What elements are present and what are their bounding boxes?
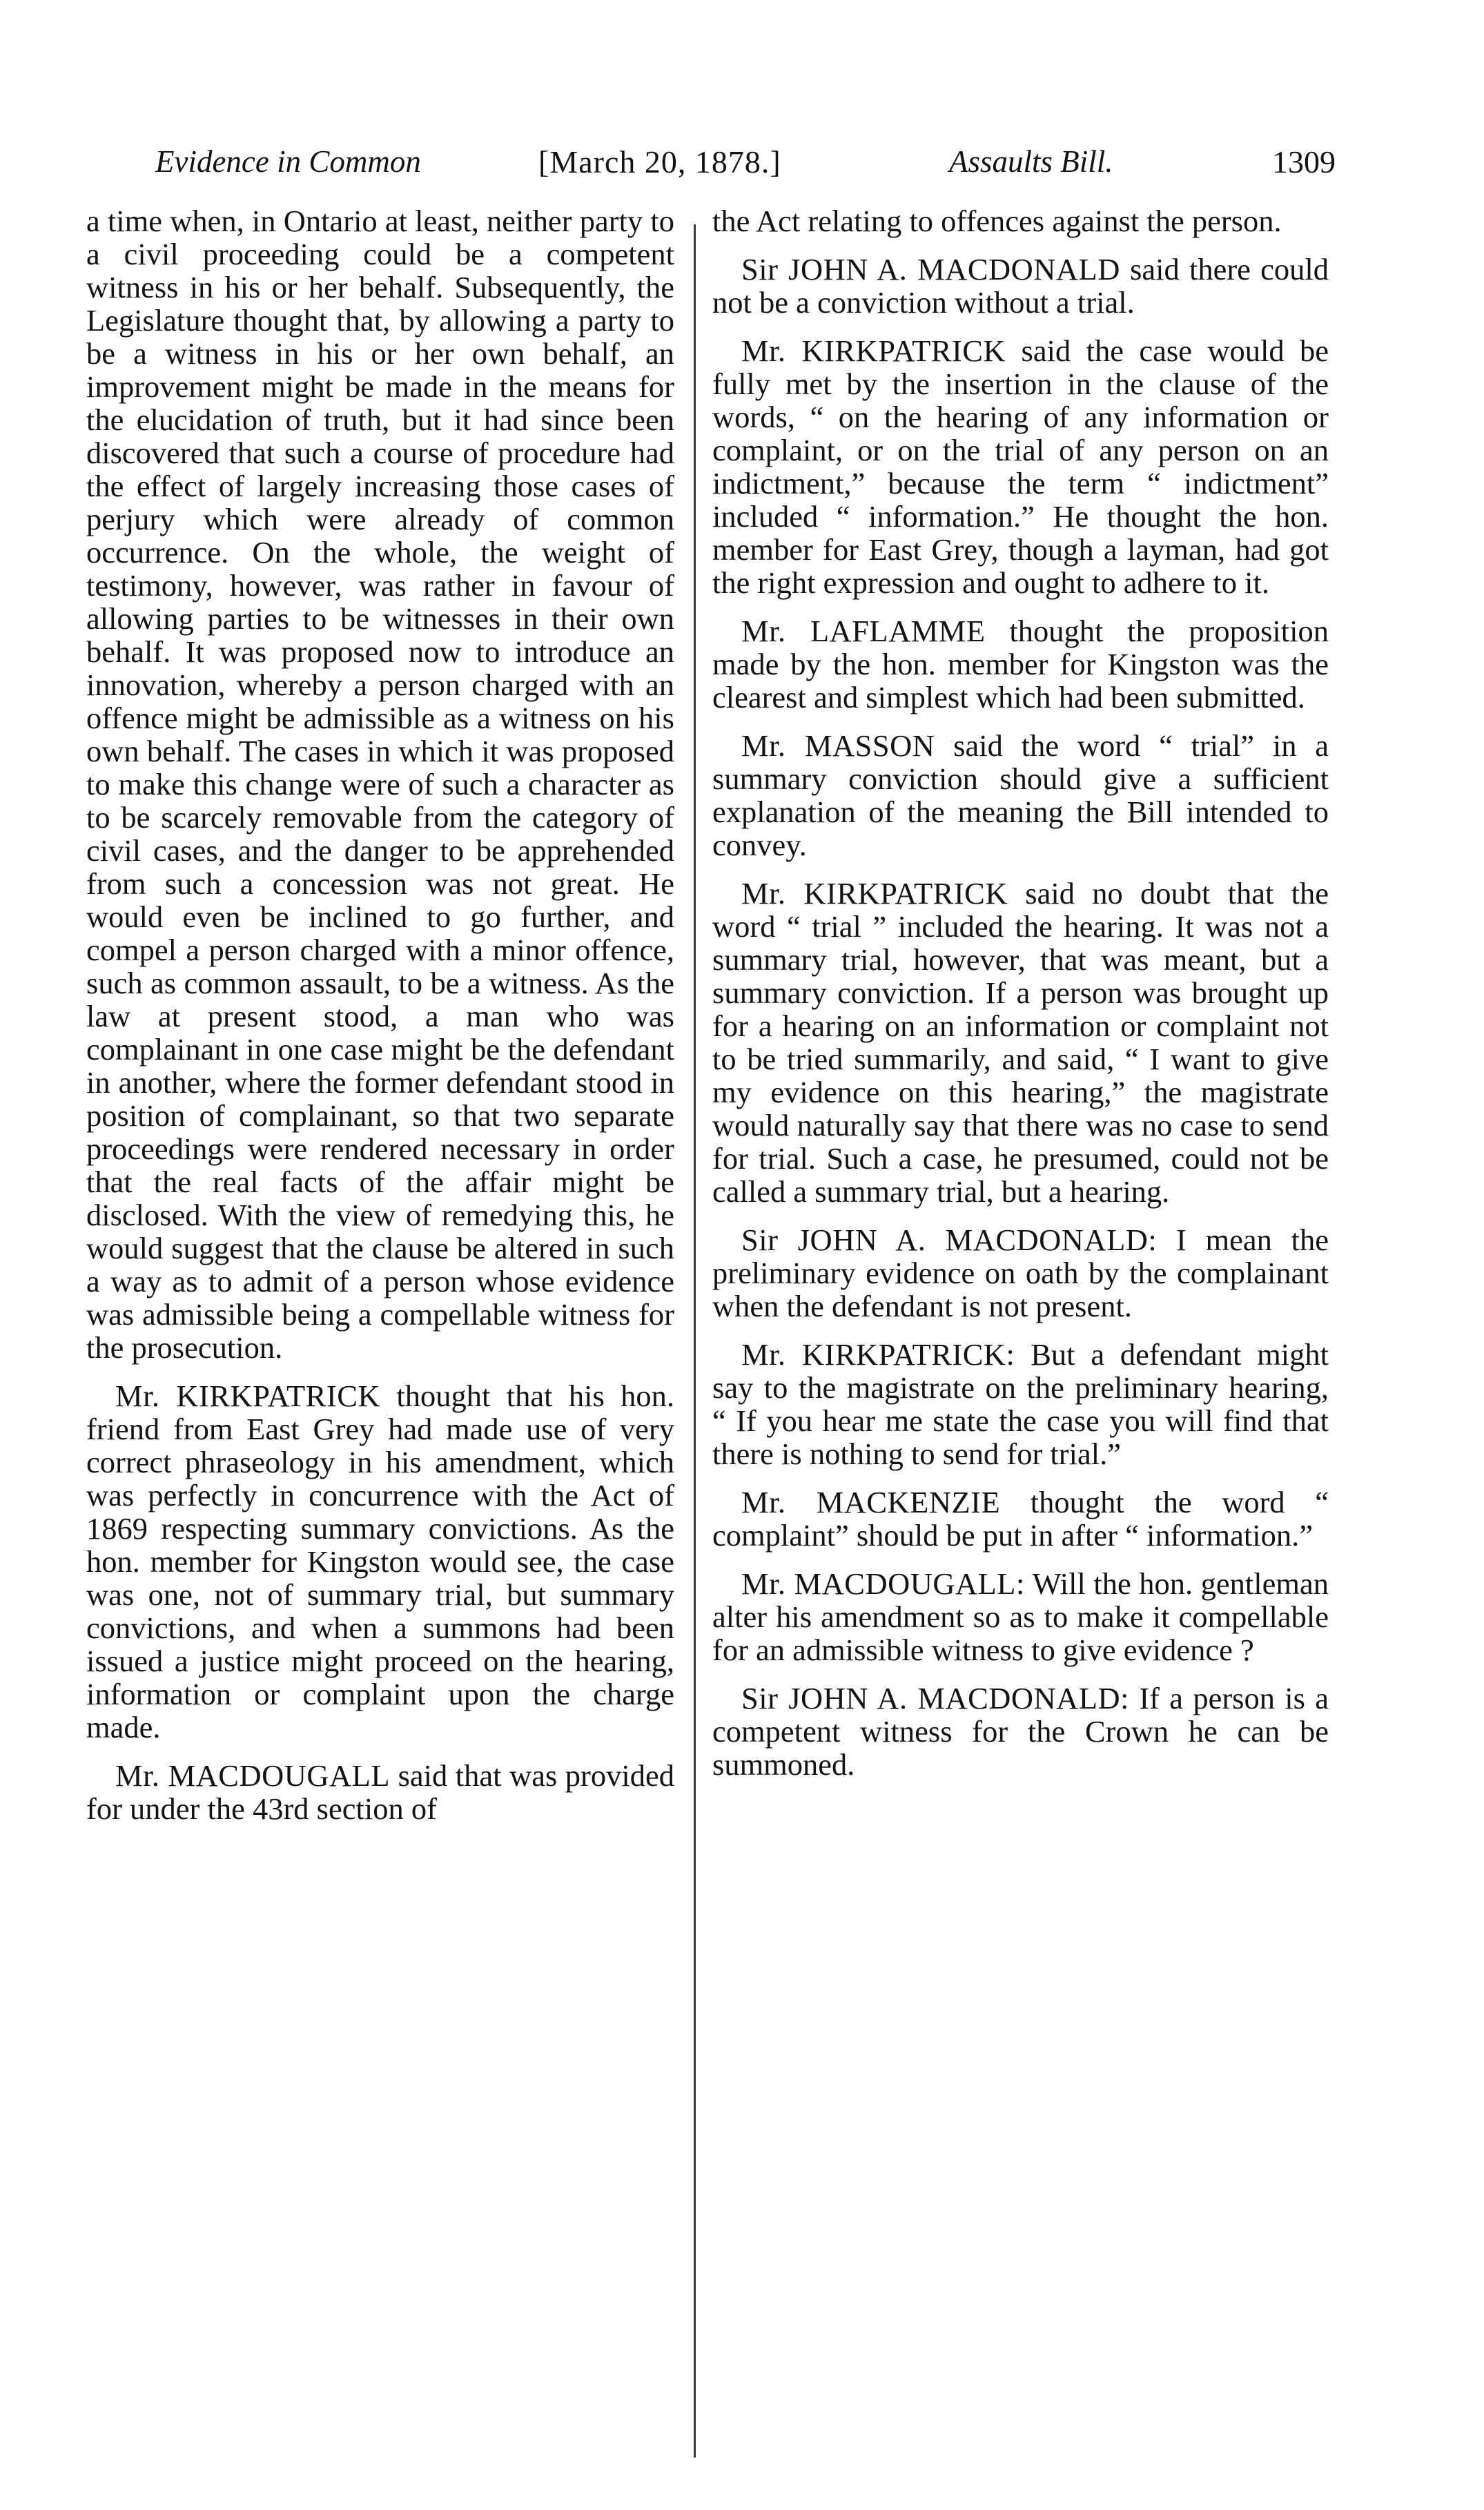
paragraph xyxy=(712,1338,1329,1470)
paragraph-text: said the word “ trial” in a summary conviction should give a sufficient explanation of the meaning the Bill intended to convey. xyxy=(712,728,1329,862)
paragraph-text: I mean the preliminary evidence on oath by the complainant when the defendant is not present. xyxy=(712,1223,1329,1323)
paragraph-text: said that was provided for under the 43rd section of xyxy=(86,1758,674,1826)
speaker-name: Sir JOHN A. MACDONALD: xyxy=(741,1681,1129,1715)
right-column xyxy=(712,204,1329,1796)
paragraph xyxy=(712,1223,1329,1323)
paragraph xyxy=(712,204,1329,237)
left-column xyxy=(86,204,674,1840)
paragraph-text: said the case would be fully met by the insertion in the clause of the words, “ on the hearing of any information or complaint, or on the trial of any person on an indictment,” because the term “ indictment” included “ information.” He thought the hon. member for East Grey, though a layman, had got the right expression and ought to adhere to it. xyxy=(712,333,1329,600)
paragraph xyxy=(712,334,1329,599)
paragraph-text: Will the hon. gentleman alter his amendment so as to make it compellable for an admissible witness to give evidence ? xyxy=(712,1566,1329,1667)
speaker-name: Mr. MACDOUGALL xyxy=(115,1758,391,1793)
speaker-name: Sir JOHN A. MACDONALD xyxy=(741,252,1120,286)
paragraph-text: thought the proposition made by the hon. member for Kingston was the clearest and simplest which had been submitted. xyxy=(712,614,1329,714)
speaker-name: Mr. MACDOUGALL: xyxy=(741,1566,1025,1601)
paragraph xyxy=(712,729,1329,862)
speaker-name: Mr. LAFLAMME xyxy=(741,614,986,648)
speaker-name: Mr. KIRKPATRICK xyxy=(741,876,1008,911)
speaker-name: Sir JOHN A. MACDONALD: xyxy=(741,1223,1158,1257)
paragraph-text: the Act relating to offences against the person. xyxy=(712,204,1282,238)
paragraph-text: thought that his hon. friend from East Grey had made use of very correct phraseology in his amendment, which was perfectly in concurrence with the Act of 1869 respecting summary convictions. As the hon. member for Kingston would see, the case was one, not of summary trial, but summary convictions, and when a summons had been issued a justice might proceed on the hearing, information or complaint upon the charge made. xyxy=(86,1379,675,1744)
paragraph xyxy=(86,1759,674,1825)
header-date: [March 20, 1878.] xyxy=(538,144,781,179)
paragraph xyxy=(712,1682,1329,1781)
paragraph xyxy=(712,1486,1329,1552)
paragraph xyxy=(86,204,674,1364)
paragraph-text: thought the word “ complaint” should be put in after “ information.” xyxy=(712,1485,1329,1553)
paragraph xyxy=(712,614,1329,714)
paragraph xyxy=(712,253,1329,319)
paragraph-text: said no doubt that the word “ trial ” included the hearing. It was not a summary trial, however, that was meant, but a summary conviction. If a person was brought up for a hearing on an information or complaint not to be tried summarily, and said, “ I want to give my evidence on this hearing,” the magistrate would naturally say that there was no case to send for trial. Such a case, he presumed, could not be called a summary trial, but a hearing. xyxy=(712,876,1329,1209)
paragraph-text: a time when, in Ontario at least, neither party to a civil proceeding could be a competent witness in his or her behalf. Subsequently, the Legislature thought that, by allowing a party to be a witness in his or her own behalf, an improvement might be made in the means for the elucidation of truth, but it had since been discovered that such a course of procedure had the effect of largely increasing those cases of perjury which were already of common occurrence. On the whole, the weight of testimony, however, was rather in favour of allowing parties to be witnesses in their own behalf. It was proposed now to introduce an innovation, whereby a person charged with an offence might be admissible as a witness on his own behalf. The cases in which it was proposed to make this change were of such a character as to be scarcely removable from the category of civil cases, and the danger to be apprehended from such a concession was not great. He would even be inclined to go further, and compel a person charged with a minor offence, such as common assault, to be a witness. As the law at present stood, a man who was complainant in one case might be the defendant in another, where the former defendant stood in position of complainant, so that two separate proceedings were rendered necessary in order that the real facts of the affair might be disclosed. With the view of remedying this, he would suggest that the clause be altered in such a way as to admit of a person whose evidence was admissible being a compellable witness for the prosecution. xyxy=(86,204,674,1365)
header-left-title: Evidence in Common xyxy=(155,144,421,179)
paragraph-text: But a defendant might say to the magistrate on the preliminary hearing, “ If you hear me state the case you will find that there is nothing to send for trial.” xyxy=(712,1337,1329,1471)
speaker-name: Mr. KIRKPATRICK xyxy=(741,333,1006,368)
speaker-name: Mr. KIRKPATRICK: xyxy=(741,1337,1015,1372)
speaker-name: Mr. KIRKPATRICK xyxy=(115,1379,381,1413)
paragraph xyxy=(712,877,1329,1208)
speaker-name: Mr. MACKENZIE xyxy=(741,1485,1001,1519)
page-number: 1309 xyxy=(1272,144,1336,179)
paragraph-text: If a person is a competent witness for the Crown he can be summoned. xyxy=(712,1681,1329,1782)
header-right-title: Assaults Bill. xyxy=(949,144,1113,179)
speaker-name: Mr. MASSON xyxy=(741,728,935,763)
column-divider xyxy=(694,224,696,2458)
paragraph xyxy=(712,1567,1329,1666)
paragraph-text: said there could not be a conviction without a trial. xyxy=(712,252,1329,320)
paragraph xyxy=(86,1379,674,1744)
running-header xyxy=(155,144,1336,185)
